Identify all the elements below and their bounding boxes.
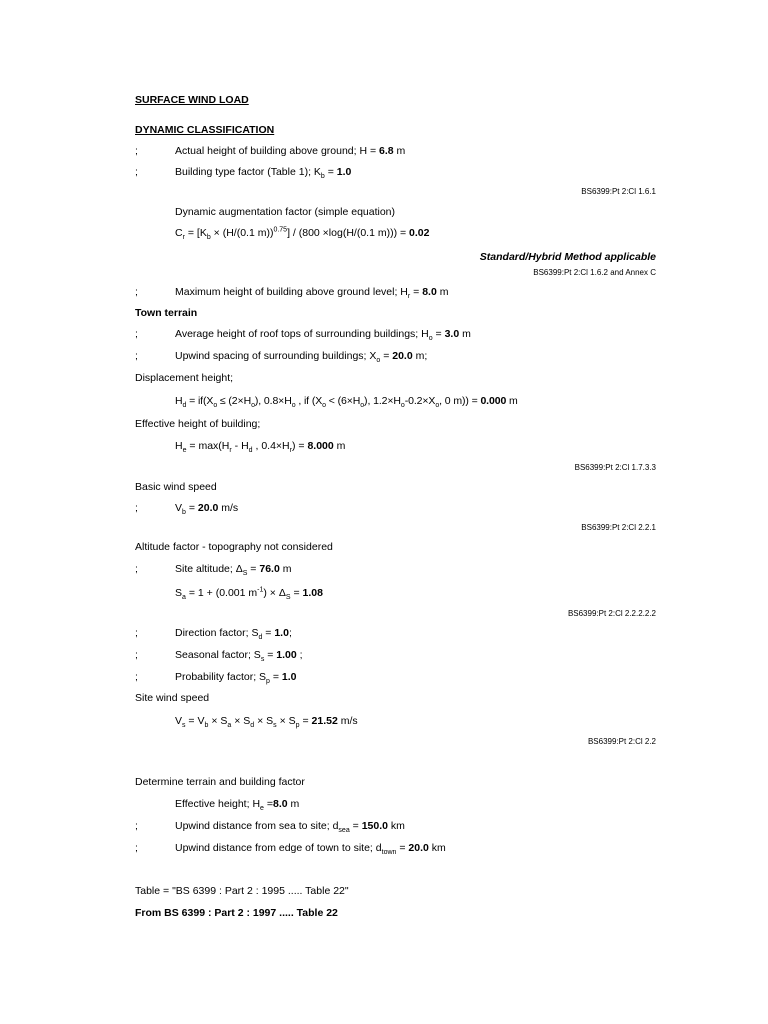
- basic-wind-speed-value: $V_b = 20.0$ m/s: [175, 502, 239, 517]
- bullet-marker: ;: [135, 649, 138, 661]
- altitude-factor-equation: $S_a = 1 + (0.001$ $m^{-1}) \times \Delta_S = 1.08$: [175, 586, 323, 602]
- dynamic-augmentation-equation: $C_r = [K_b \times (H/(0.1$ m))$^{0.75}$] / (800 ×log(H/(0.1 m))) = 0.02: [175, 226, 430, 242]
- seasonal-factor-line: Seasonal factor; $S_s = 1.00$ ;: [175, 649, 303, 664]
- document-title: SURFACE WIND LOAD: [135, 94, 249, 106]
- site-altitude-line: Site altitude; $\Delta_S = 76.0$ m: [175, 563, 292, 578]
- bullet-marker: ;: [135, 328, 138, 340]
- displacement-height-label: Displacement height;: [135, 372, 234, 384]
- town-distance-line: Upwind distance from edge of town to site; $d_{town} = 20.0$ km: [175, 842, 446, 857]
- bullet-marker: ;: [135, 671, 138, 683]
- method-applicable-note: Standard/Hybrid Method applicable: [479, 251, 656, 263]
- building-height-line: Actual height of building above ground; H = 6.8 m: [175, 145, 406, 157]
- basic-wind-speed-label: Basic wind speed: [135, 481, 217, 493]
- bullet-marker: ;: [135, 166, 138, 178]
- effective-height-label: Effective height of building;: [135, 418, 261, 430]
- bullet-marker: ;: [135, 286, 138, 298]
- bullet-marker: ;: [135, 145, 138, 157]
- reference-note: BS6399:Pt 2:Cl 1.6.1: [581, 187, 656, 196]
- table-reference-line: Table = "BS 6399 : Part 2 : 1995 ..... Table 22": [135, 885, 349, 897]
- effective-height-equation: $H_e = \max(H_r - H_d$ , $0.4\times H_r) = 8.000$ m: [175, 440, 346, 455]
- roof-height-line: Average height of roof tops of surrounding buildings; $H_o = 3.0$ m: [175, 328, 471, 343]
- source-table-heading: From BS 6399 : Part 2 : 1997 ..... Table 22: [135, 907, 338, 919]
- direction-factor-line: Direction factor; $S_d = 1.0$;: [175, 627, 292, 642]
- displacement-height-equation: $H_d = if(X_o \le (2\times H_o)$, $0.8\times H_o$ , if ($X_o < (6\times H_o)$, $1.2\times H_o-0.2\times X_o$, 0 m)) = 0.000 m: [175, 395, 518, 410]
- reference-note: BS6399:Pt 2:Cl 2.2: [587, 737, 656, 746]
- site-wind-speed-equation: $V_s = V_b \times S_a \times S_d \times S_s \times S_p = 21.52$ m/s: [175, 715, 358, 730]
- bullet-marker: ;: [135, 627, 138, 639]
- dynamic-augmentation-label: Dynamic augmentation factor (simple equation): [175, 206, 396, 218]
- bullet-marker: ;: [135, 350, 138, 362]
- building-type-factor-line: Building type factor (Table 1); $K_b = 1.0$: [175, 166, 352, 181]
- bullet-marker: ;: [135, 820, 138, 832]
- site-wind-speed-label: Site wind speed: [135, 692, 210, 704]
- reference-note: BS6399:Pt 2:Cl 2.2.1: [581, 523, 656, 532]
- altitude-factor-label: Altitude factor - topography not considered: [135, 541, 333, 553]
- sea-distance-line: Upwind distance from sea to site; $d_{sea} = 150.0$ km: [175, 820, 405, 835]
- probability-factor-line: Probability factor; $S_p = 1.0$: [175, 671, 297, 686]
- upwind-spacing-line: Upwind spacing of surrounding buildings; $X_o = 20.0$ m;: [175, 350, 428, 365]
- section-heading: DYNAMIC CLASSIFICATION: [135, 124, 275, 136]
- bullet-marker: ;: [135, 502, 138, 514]
- effective-height-line: Effective height; $H_e =8.0$ m: [175, 798, 300, 813]
- reference-note: BS6399:Pt 2:Cl 2.2.2.2.2: [567, 609, 656, 618]
- reference-note: BS6399:Pt 2:Cl 1.7.3.3: [574, 463, 656, 472]
- bullet-marker: ;: [135, 563, 138, 575]
- reference-note: BS6399:Pt 2:Cl 1.6.2 and Annex C: [533, 268, 656, 277]
- town-terrain-heading: Town terrain: [135, 307, 198, 319]
- maximum-height-line: Maximum height of building above ground level; $H_r = 8.0$ m: [175, 286, 449, 301]
- bullet-marker: ;: [135, 842, 138, 854]
- terrain-building-factor-label: Determine terrain and building factor: [135, 776, 305, 788]
